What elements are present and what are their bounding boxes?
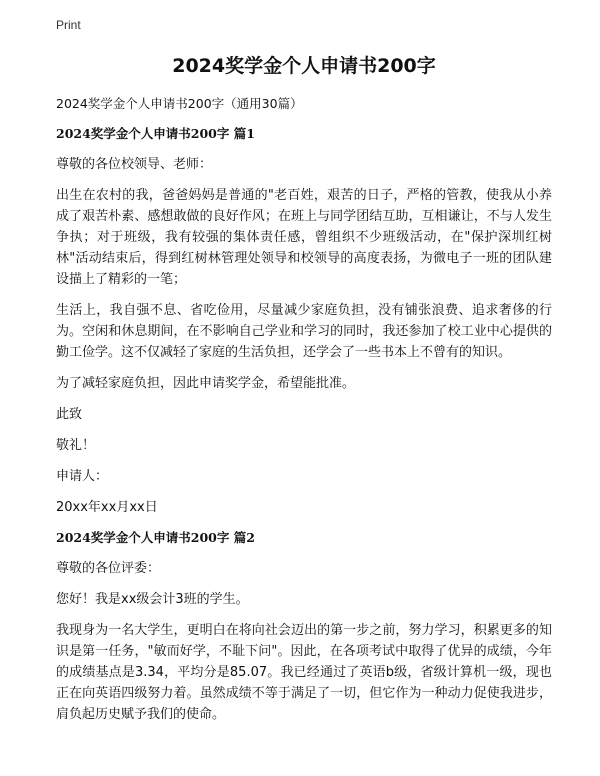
paragraph: 我现身为一名大学生，更明白在将向社会迈出的第一步之前，努力学习，积累更多的知识是第一任务，"敏而好学，不耻下问"。因此，在各项考试中取得了优异的成绩，今年的成绩基点是3.34，平均分是85.07。我已经通过了英语b级，省级计算机一级，现也正在向英语四级努力着。虽然成绩不等于满足了一切，但它作为一种动力促使我进步，肩负起历史赋予我们的使命。 bbox=[56, 623, 552, 722]
paragraph: 您好！我是xx级会计3班的学生。 bbox=[56, 592, 249, 607]
print-label[interactable]: Print bbox=[56, 18, 81, 32]
signature-line: 申请人： bbox=[56, 469, 109, 484]
closing-line: 敬礼！ bbox=[56, 438, 96, 453]
salutation: 尊敬的各位校领导、老师： bbox=[56, 157, 213, 172]
paragraph: 生活上，我自强不息、省吃俭用，尽量减少家庭负担，没有铺张浪费、追求奢侈的行为。空闲和休息期间，在不影响自己学业和学习的同时，我还参加了校工业中心提供的勤工俭学。这不仅减轻了家庭的生活负担，还学会了一些书本上不曾有的知识。 bbox=[56, 303, 552, 360]
date-line: 20xx年xx月xx日 bbox=[56, 500, 158, 515]
closing-line: 此致 bbox=[56, 407, 83, 422]
document-body bbox=[56, 52, 552, 735]
section-2 bbox=[56, 528, 552, 725]
section-heading: 2024奖学金个人申请书200字 篇1 bbox=[56, 126, 255, 141]
document-subtitle: 2024奖学金个人申请书200字（通用30篇） bbox=[56, 96, 303, 111]
salutation: 尊敬的各位评委： bbox=[56, 561, 161, 576]
paragraph: 为了减轻家庭负担，因此申请奖学金，希望能批准。 bbox=[56, 376, 356, 391]
document-title: 2024奖学金个人申请书200字 bbox=[172, 55, 436, 77]
section-heading: 2024奖学金个人申请书200字 篇2 bbox=[56, 530, 255, 545]
section-1 bbox=[56, 124, 552, 518]
paragraph: 出生在农村的我，爸爸妈妈是普通的"老百姓，艰苦的日子，严格的管教，使我从小养成了艰苦朴素、感想敢做的良好作风；在班上与同学团结互助，互相谦让，不与人发生争执；对于班级，我有较强的集体责任感，曾组织不少班级活动，在"保护深圳红树林"活动结束后，得到红树林管理处领导和校领导的高度表扬，为微电子一班的团队建设描上了精彩的一笔； bbox=[56, 188, 552, 287]
